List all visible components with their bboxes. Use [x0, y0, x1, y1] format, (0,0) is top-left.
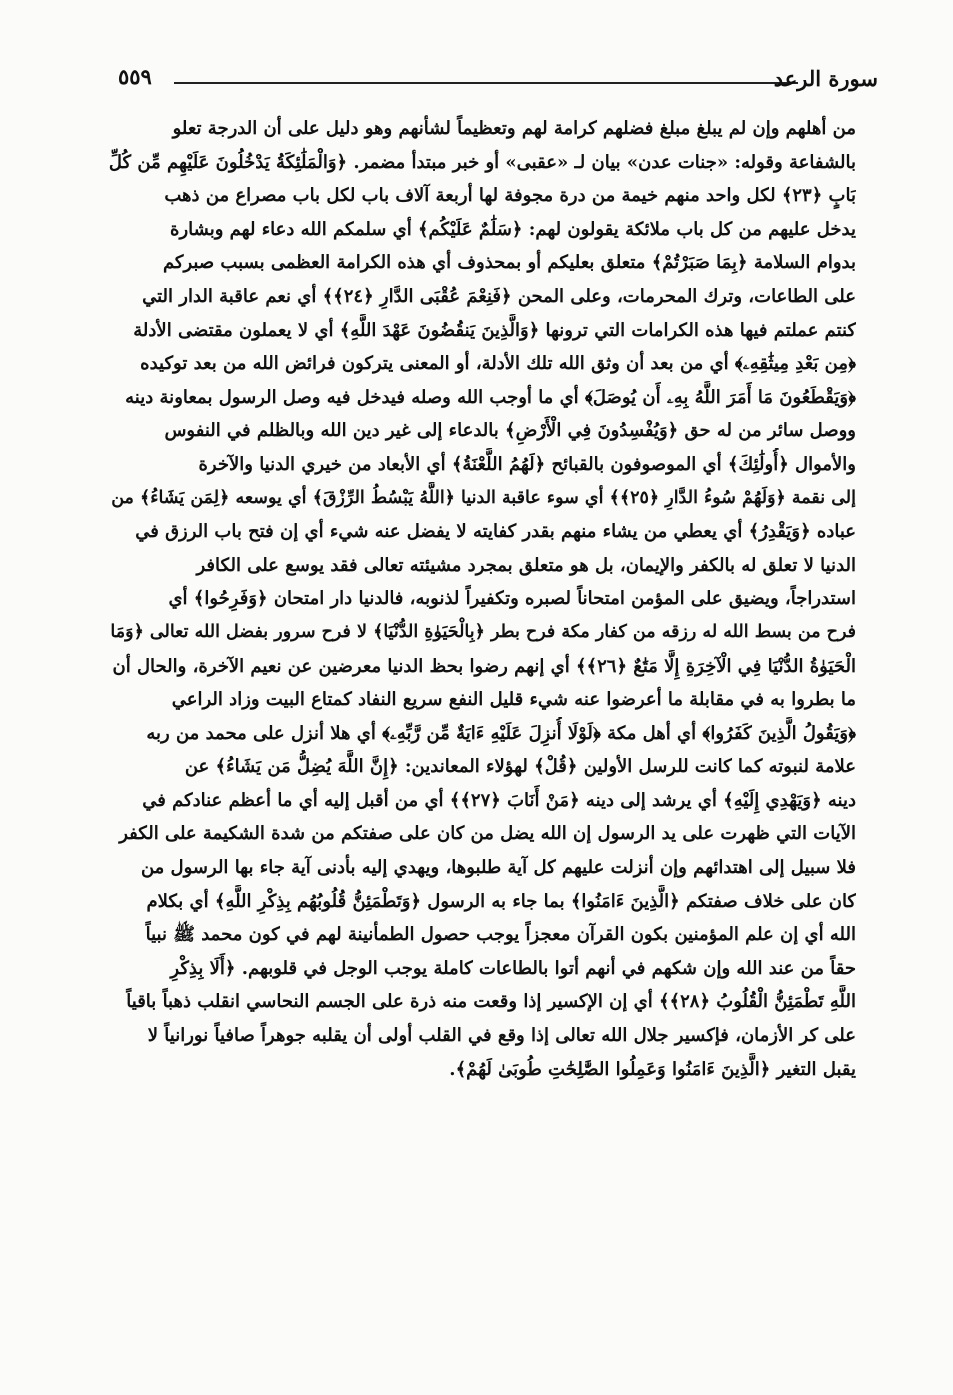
text-line: الْحَيَوٰةُ الدُّنْيَا فِي الْآخِرَةِ إِلَّا مَتَٰعٌ ﴿٢٦﴾﴾ أي إنهم رضوا بحظ الدنيا معرضين عن نعيم الآخرة، والحال أن: [112, 655, 856, 677]
text-line: ما بطروا به في مقابلة ما أعرضوا عنه شيء قليل النفع سريع النفاد كمتاع البيت وزاد الراعي: [171, 689, 856, 711]
text-line: على الطاعات، وترك المحرمات، وعلى المحن ﴿فَنِعْمَ عُقْبَى الدَّارِ ﴿٢٤﴾﴾ أي نعم عاقبة الدار التي: [142, 285, 856, 307]
text-line: دينه ﴿وَيَهْدِي إِلَيْهِ﴾ أي يرشد إلى دينه ﴿مَنْ أَنَابَ ﴿٢٧﴾﴾ أي من أقبل إليه أي ما أعظم عنادكم في: [142, 789, 856, 811]
text-line: كان على خلاف صفتكم ﴿الَّذِينَ ءَامَنُوا﴾ بما جاء به الرسول ﴿وَتَطْمَئِنُّ قُلُوبُهُم بِذِكْرِ اللَّهِ﴾ أي بكلام: [146, 890, 856, 912]
text-line: الدنيا لا تعلق له بالكفر والإيمان، بل هو متعلق بمجرد مشيئته تعالى فقد يوسع على الكافر: [196, 554, 856, 576]
header-rule: [174, 82, 798, 84]
text-line: يدخل عليهم من كل باب ملائكة يقولون لهم: ﴿سَلَٰمٌ عَلَيْكُم﴾ أي سلمكم الله دعاء لهم وبشارة: [170, 218, 856, 240]
text-line: على كر الأزمان، فإكسير جلال الله تعالى إذا وقع في القلب أولى أن يقلبه جوهراً صافياً نورانياً لا: [147, 1025, 856, 1047]
text-line: استدراجاً، ويضيق على المؤمن امتحاناً لصبره وتكفيراً لذنوبه، فالدنيا دار امتحان ﴿وَفَرِحُوا﴾ أي: [168, 588, 856, 610]
text-line: اللَّهِ تَطْمَئِنُّ الْقُلُوبُ ﴿٢٨﴾﴾ أي إن الإكسير إذا وقعت منه ذرة على الجسم النحاسي انقلب ذهباً باقياً: [126, 991, 856, 1013]
page-header: [118, 60, 878, 100]
text-line: ﴿وَيَقْطَعُونَ مَا أَمَرَ اللَّهُ بِهِۦ أَن يُوصَلَ﴾ أي ما أوجب الله وصله فيدخل فيه وصل الرسول بمعاونة دينه: [125, 386, 856, 408]
text-line: علامة لنبوته كما كانت للرسل الأولين ﴿قُلْ﴾ لهؤلاء المعاندين: ﴿إِنَّ اللَّهَ يُضِلُّ مَن يَشَاءُ﴾ عن: [184, 756, 856, 778]
text-line: بالشفاعة وقوله: «جنات عدن» بيان لـ «عقبى» أو خبر مبتدأ مضمر. ﴿وَالْمَلَٰئِكَةُ يَدْخُلُونَ عَلَيْهِم مِّن كُلِّ: [108, 151, 856, 173]
text-line: يقبل التغير ﴿الَّذِينَ ءَامَنُوا وَعَمِلُوا الصَّٰلِحَٰتِ طُوبَىٰ لَهُمْ﴾.: [449, 1058, 856, 1080]
sura-title: سورة الرعد: [773, 66, 878, 91]
text-line: من أهلهم وإن لم يبلغ مبلغ فضلهم كرامة لهم وتعظيماً لشأنهم وهو دليل على أن الدرجة تعلو: [172, 118, 856, 139]
text-line: كنتم عملتم فيها هذه الكرامات التي ترونها ﴿وَالَّذِينَ يَنقُضُونَ عَهْدَ اللَّهِ﴾ أي لا يعملون مقتضى الأدلة: [133, 319, 856, 341]
text-line: حقاً من عند الله وإن شكهم في أنهم أتوا بالطاعات كاملة يوجب الوجل في قلوبهم. ﴿أَلَا بِذِكْرِ: [170, 957, 856, 979]
text-line: ﴿وَيَقُولُ الَّذِينَ كَفَرُوا﴾ أي أهل مكة ﴿لَوْلَا أُنزِلَ عَلَيْهِ ءَايَةٌ مِّن رَّبِّهِۦ﴾ أي هلا أنزل على محمد من ربه: [146, 722, 856, 744]
text-line: إلى نقمة ﴿وَلَهُمْ سُوءُ الدَّارِ ﴿٢٥﴾﴾ أي سوء عاقبة الدنيا ﴿اللَّهُ يَبْسُطُ الرِّزْقَ﴾ أي يوسعه ﴿لِمَن يَشَاءُ﴾ من: [111, 487, 856, 508]
text-line: عباده ﴿وَيَقْدِرُ﴾ أي يعطي من يشاء منهم بقدر كفايته لا يفضل عنه شيء أي إن فتح باب الرزق في: [135, 521, 856, 543]
text-line: فرح من بسط الله له رزقه من كفار مكة فرح بطر ﴿بِالْحَيَوٰةِ الدُّنْيَا﴾ لا فرح سرور بفضل الله تعالى ﴿وَمَا: [110, 621, 856, 642]
text-line: فلا سبيل إلى اهتدائهم وإن أنزلت عليهم كل آية طلبوها، ويهدي إليه بأدنى آية جاء بها الرسول من: [140, 857, 856, 879]
text-line: ﴿مِن بَعْدِ مِيثَٰقِهِۦ﴾ أي من بعد أن وثق الله تلك الأدلة، أو المعنى يتركون فرائض الله من بعد توكيده: [140, 353, 856, 375]
text-line: والأموال ﴿أُولَٰئِكَ﴾ أي الموصوفون بالقبائح ﴿لَهُمُ اللَّعْنَةُ﴾ أي الأبعاد من خيري الدنيا والآخرة: [198, 453, 856, 475]
text-line: بَابٍ ﴿٢٣﴾ لكل واحد منهم خيمة من درة مجوفة لها أربعة آلاف باب لكل باب مصراع من ذهب: [164, 185, 856, 207]
text-line: الآيات التي ظهرت على يد الرسول إن الله يضل من كان على صفتكم من شدة الشكيمة على الكفر: [119, 823, 856, 845]
text-line: الله أي إن علم المؤمنين بكون القرآن معجزاً يوجب حصول الطمأنينة لهم في كون محمد ﷺ نبياً: [145, 924, 856, 946]
text-line: ووصل سائر من له حق ﴿وَيُفْسِدُونَ فِي الْأَرْضِ﴾ بالدعاء إلى غير دين الله وبالظلم في النفوس: [164, 420, 856, 442]
page-number: ٥٥٩: [118, 64, 152, 89]
text-line: بدوام السلامة ﴿بِمَا صَبَرْتُمْ﴾ متعلق بعليكم أو بمحذوف أي هذه الكرامة العظمى بسبب صبركم: [162, 252, 856, 274]
tafsir-text: [96, 112, 856, 1086]
